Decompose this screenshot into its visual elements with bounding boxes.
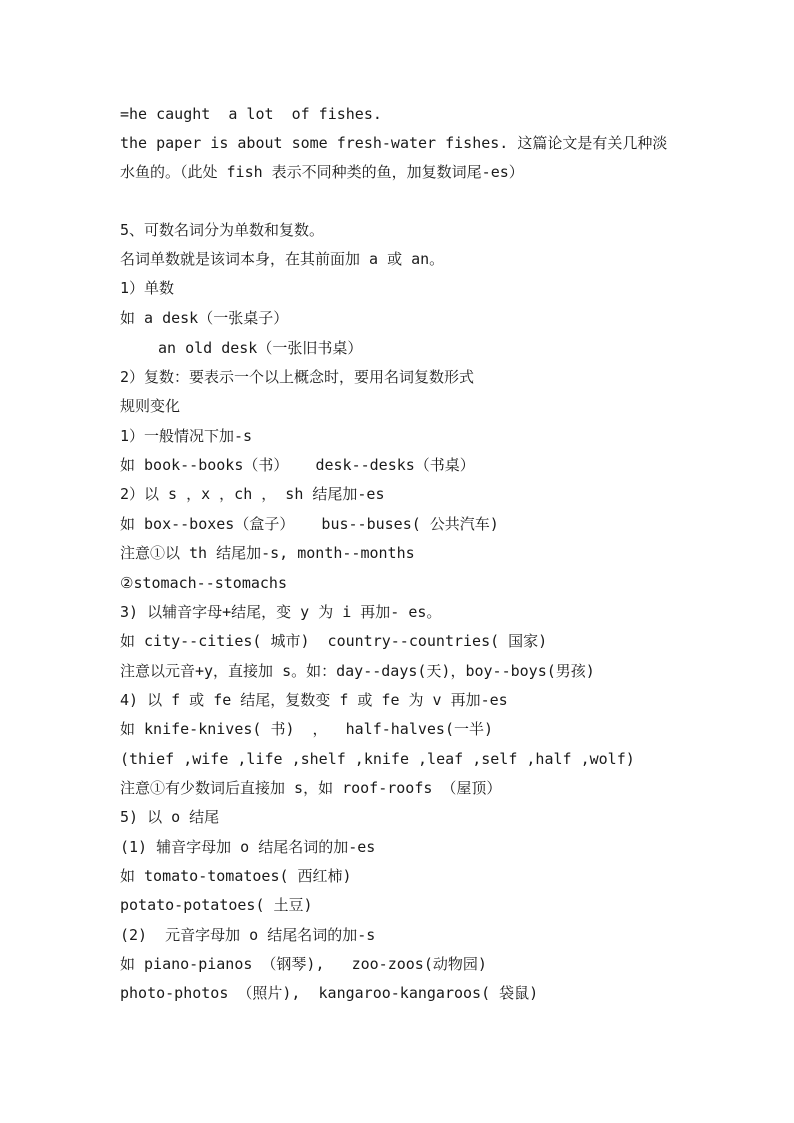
text-line: 注意以元音+y，直接加 s。如：day--days(天)，boy--boys(男孩)	[120, 662, 595, 680]
text-line: 注意①有少数词后直接加 s，如 roof-roofs （屋顶）	[120, 779, 502, 797]
text-line: photo-photos （照片), kangaroo-kangaroos( 袋鼠)	[120, 984, 539, 1002]
text-line: =he caught a lot of fishes.	[120, 105, 382, 123]
text-line: 5) 以 o 结尾	[120, 808, 220, 826]
text-line: potato-potatoes( 土豆)	[120, 896, 313, 914]
text-line: 水鱼的。（此处 fish 表示不同种类的鱼，加复数词尾-es）	[120, 163, 524, 181]
text-line: 如 piano-pianos （钢琴), zoo-zoos(动物园)	[120, 955, 487, 973]
section-heading: 5、可数名词分为单数和复数。	[120, 221, 325, 239]
text-line: ②stomach--stomachs	[120, 574, 287, 592]
text-line: (1) 辅音字母加 o 结尾名词的加-es	[120, 838, 376, 856]
text-line: 1）单数	[120, 279, 175, 297]
text-line: 名词单数就是该词本身，在其前面加 a 或 an。	[120, 250, 445, 268]
text-line: 规则变化	[120, 397, 181, 415]
text-line: an old desk（一张旧书桌）	[158, 339, 363, 357]
text-line: 如 a desk（一张桌子）	[120, 309, 289, 327]
text-line: 如 knife-knives( 书) ， half-halves(一半)	[120, 720, 494, 738]
text-line: 4) 以 f 或 fe 结尾，复数变 f 或 fe 为 v 再加-es	[120, 691, 508, 709]
text-line: 如 book--books（书） desk--desks（书桌）	[120, 456, 475, 474]
text-line: 2）以 s ，x ，ch ， sh 结尾加-es	[120, 485, 385, 503]
text-line: 3) 以辅音字母+结尾，变 y 为 i 再加- es。	[120, 603, 442, 621]
text-line: (2) 元音字母加 o 结尾名词的加-s	[120, 926, 376, 944]
text-line: 如 city--cities( 城市) country--countries( 国家)	[120, 632, 548, 650]
text-line: the paper is about some fresh-water fishes. 这篇论文是有关几种淡	[120, 134, 668, 152]
text-line: 如 box--boxes（盒子） bus--buses( 公共汽车)	[120, 515, 499, 533]
text-line: (thief ,wife ,life ,shelf ,knife ,leaf ,self ,half ,wolf)	[120, 750, 635, 768]
text-line: 如 tomato-tomatoes( 西红柿)	[120, 867, 352, 885]
text-line: 1）一般情况下加-s	[120, 427, 253, 445]
text-line: 注意①以 th 结尾加-s, month--months	[120, 544, 415, 562]
text-line: 2）复数：要表示一个以上概念时，要用名词复数形式	[120, 368, 475, 386]
